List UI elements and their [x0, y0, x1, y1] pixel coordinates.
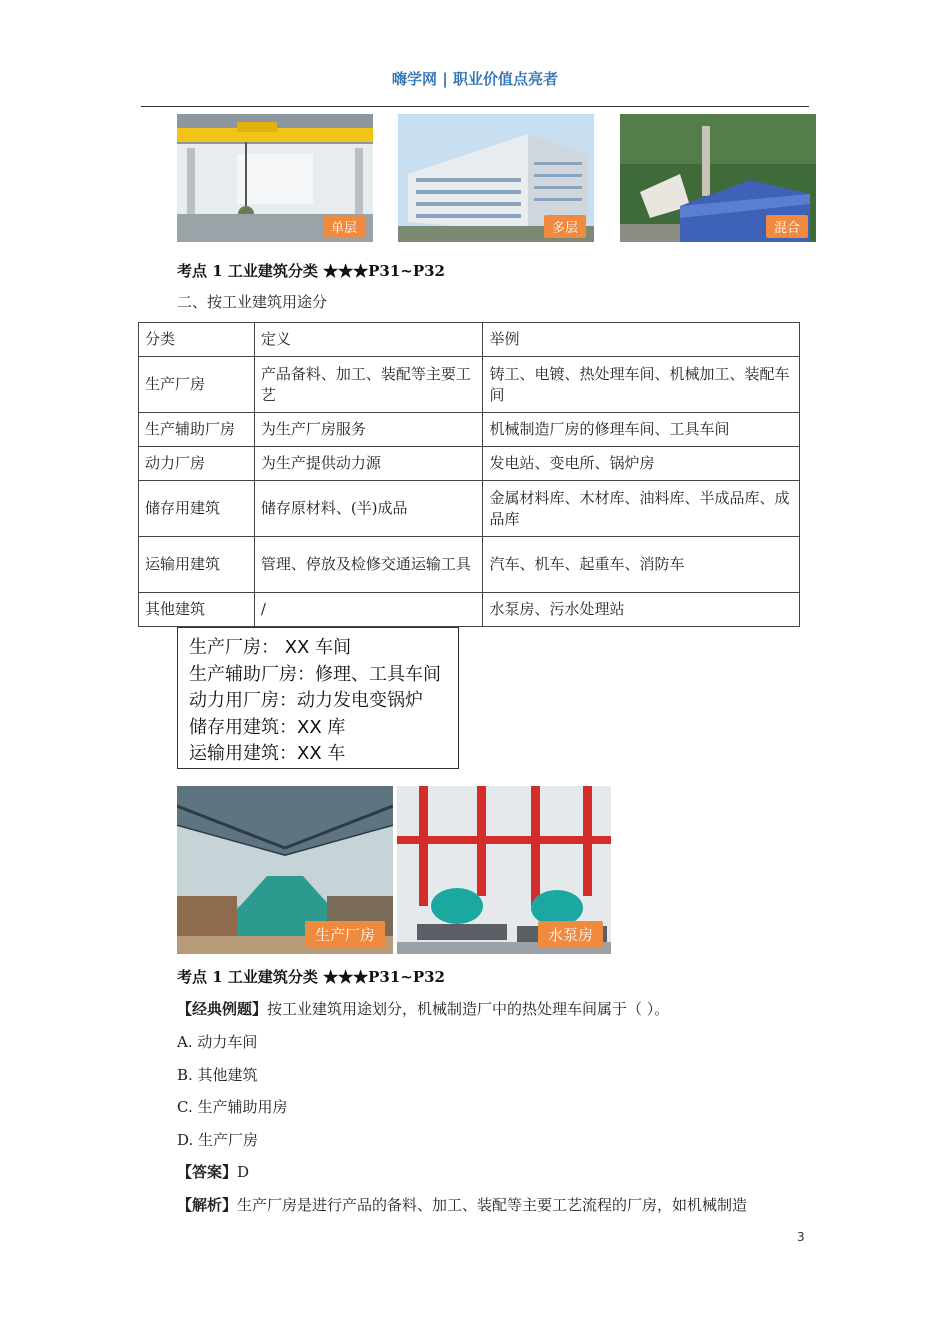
- option-b: B. 其他建筑: [177, 1066, 258, 1084]
- example-tag: 【经典例题】: [177, 1000, 268, 1018]
- photo-tag: 多层: [544, 215, 586, 238]
- table-cell: 汽车、机车、起重车、消防车: [483, 537, 800, 593]
- header-divider: [141, 106, 809, 107]
- table-cell: 产品备料、加工、装配等主要工艺: [254, 357, 483, 413]
- example-question: [177, 998, 669, 1019]
- photo-tag: 单层: [323, 215, 365, 238]
- photo-production-plant: [177, 786, 393, 954]
- table-row: [139, 447, 800, 481]
- answer-line: [177, 1161, 249, 1182]
- table-row: [139, 481, 800, 537]
- option-c: C. 生产辅助用房: [177, 1098, 288, 1116]
- analysis-tag: 【解析】: [177, 1196, 238, 1214]
- table-cell: 其他建筑: [139, 593, 255, 627]
- photo-mixed-building: [620, 114, 816, 242]
- table-cell: /: [254, 593, 483, 627]
- table-cell: 为生产厂房服务: [254, 413, 483, 447]
- summary-line: 运输用建筑：XX 车: [189, 743, 346, 764]
- table-header-row: [139, 323, 800, 357]
- summary-line: 生产厂房： XX 车间: [189, 637, 352, 658]
- table-cell: 储存用建筑: [139, 481, 255, 537]
- analysis-line: [177, 1194, 747, 1215]
- section-heading: 考点 1 工业建筑分类 ★★★P31~P32: [177, 968, 445, 986]
- table-header-cell: 分类: [139, 323, 255, 357]
- table-cell: 生产厂房: [139, 357, 255, 413]
- table-header-cell: 定义: [254, 323, 483, 357]
- table-cell: 储存原材料、(半)成品: [254, 481, 483, 537]
- header-title: 嗨学网 | 职业价值点亮者: [392, 70, 558, 88]
- photo-multi-story-building: [398, 114, 594, 242]
- table-cell: 生产辅助厂房: [139, 413, 255, 447]
- option-d: D. 生产厂房: [177, 1131, 259, 1149]
- table-cell: 水泵房、污水处理站: [483, 593, 800, 627]
- summary-box: [177, 627, 459, 769]
- table-cell: 动力厂房: [139, 447, 255, 481]
- analysis-text: 生产厂房是进行产品的备料、加工、装配等主要工艺流程的厂房，如机械制造: [237, 1196, 748, 1214]
- section-heading: 考点 1 工业建筑分类 ★★★P31~P32: [177, 262, 445, 280]
- photo-tag: 生产厂房: [305, 921, 385, 948]
- option-a: A. 动力车间: [177, 1033, 258, 1051]
- table-row: [139, 593, 800, 627]
- answer-tag: 【答案】: [177, 1163, 238, 1181]
- photo-pump-room: [397, 786, 611, 954]
- summary-line: 储存用建筑：XX 库: [189, 716, 346, 738]
- table-cell: 铸工、电镀、热处理车间、机械加工、装配车间: [483, 357, 800, 413]
- table-cell: 发电站、变电所、锅炉房: [483, 447, 800, 481]
- page-number: 3: [797, 1230, 805, 1244]
- table-cell: 为生产提供动力源: [254, 447, 483, 481]
- table-row: [139, 537, 800, 593]
- table-cell: 管理、停放及检修交通运输工具: [254, 537, 483, 593]
- summary-line: 动力用厂房：动力发电变锅炉: [189, 690, 423, 711]
- table-cell: 机械制造厂房的修理车间、工具车间: [483, 413, 800, 447]
- photo-tag: 水泵房: [538, 921, 603, 948]
- table-cell: 运输用建筑: [139, 537, 255, 593]
- photo-tag: 混合: [766, 215, 808, 238]
- section-subheading: 二、按工业建筑用途分: [177, 293, 328, 311]
- table-row: [139, 357, 800, 413]
- table-cell: 金属材料库、木材库、油料库、半成品库、成品库: [483, 481, 800, 537]
- question-text: 按工业建筑用途划分，机械制造厂中的热处理车间属于（ ）。: [267, 1000, 670, 1018]
- answer-value: D: [237, 1163, 250, 1181]
- summary-line: 生产辅助厂房：修理、工具车间: [189, 663, 441, 685]
- table-header-cell: 举例: [483, 323, 800, 357]
- photo-single-story-factory: [177, 114, 373, 242]
- table-row: [139, 413, 800, 447]
- classification-table: [138, 322, 800, 627]
